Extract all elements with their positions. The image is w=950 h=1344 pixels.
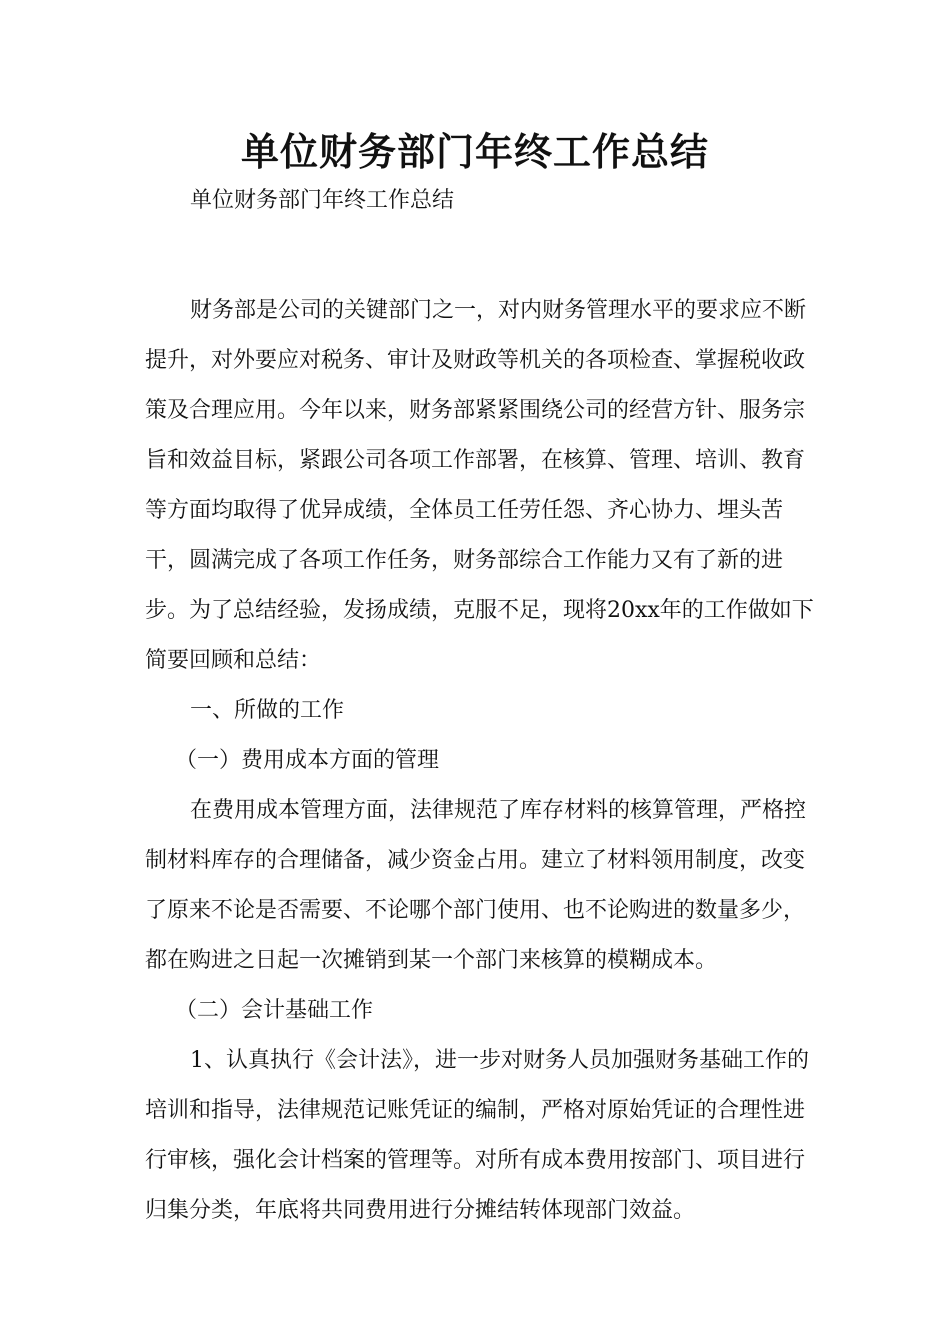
section-heading: 一、所做的工作 [190,698,345,723]
intro-paragraph: 财务部是公司的关键部门之一，对内财务管理水平的要求应不断提升，对外要应对税务、审计及财政等机关的各项检查、掌握税收政策及合理应用。今年以来，财务部紧紧围绕公司的经营方针、服务宗旨和效益目标，紧跟公司各项工作部署，在核算、管理、培训、教育等方面均取得了优异成绩，全体员工任劳任怨、齐心协力、埋头苦干，圆满完成了各项工作任务，财务部综合工作能力又有了新的进步。为了总结经验，发扬成绩，克服不足，现将20xx年的工作做如下简要回顾和总结： [145,298,814,673]
document-title: 单位财务部门年终工作总结 [240,130,709,174]
subsection-heading-accounting: （二）会计基础工作 [175,998,374,1023]
document-subtitle: 单位财务部门年终工作总结 [190,188,455,213]
document-body [145,286,825,1236]
cost-management-paragraph: 在费用成本管理方面，法律规范了库存材料的核算管理，严格控制材料库存的合理储备，减少资金占用。建立了材料领用制度，改变了原来不论是否需要、不论哪个部门使用、也不论购进的数量多少，都在购进之日起一次摊销到某一个部门来核算的模糊成本。 [145,798,807,973]
accounting-item-paragraph: 1、认真执行《会计法》，进一步对财务人员加强财务基础工作的培训和指导，法律规范记账凭证的编制，严格对原始凭证的合理性进行审核，强化会计档案的管理等。对所有成本费用按部门、项目进行归集分类，年底将共同费用进行分摊结转体现部门效益。 [145,1048,809,1223]
subsection-heading-cost: （一）费用成本方面的管理 [175,748,440,773]
